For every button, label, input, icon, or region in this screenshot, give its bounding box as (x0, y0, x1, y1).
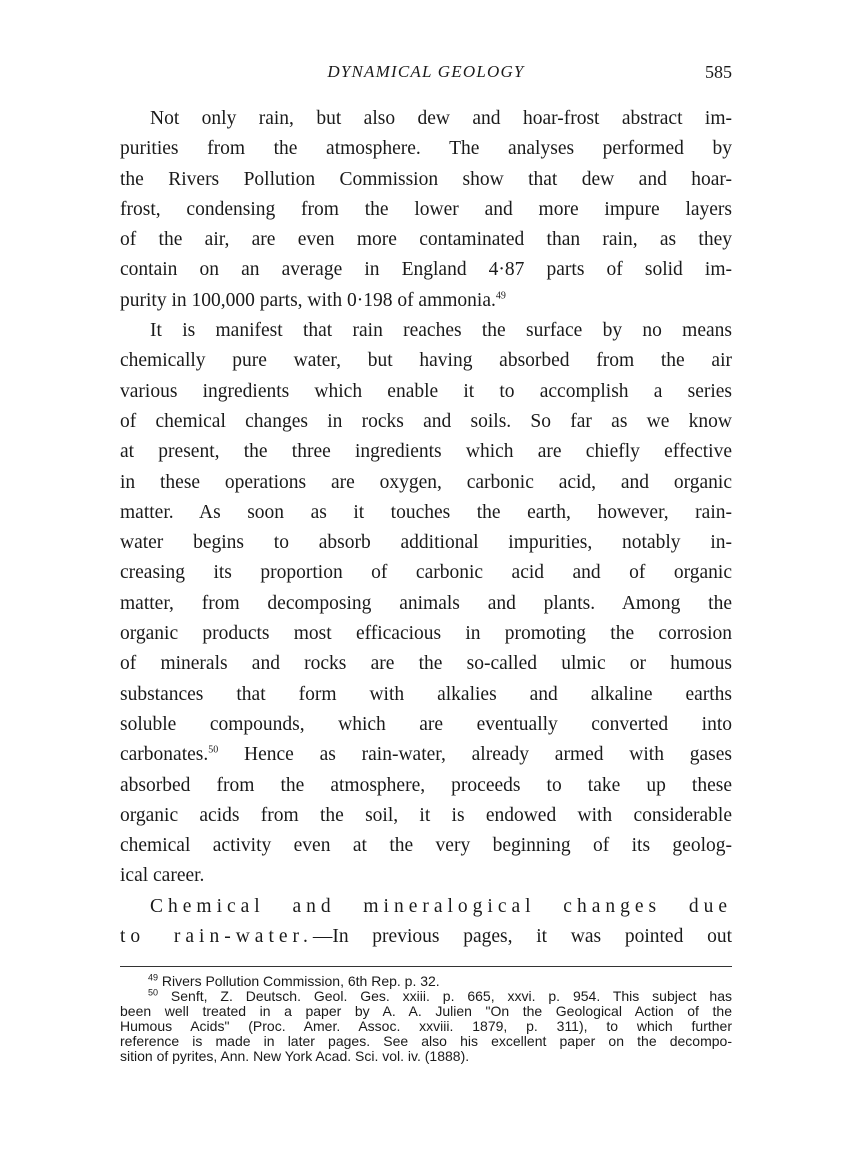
footnote-49-text: Rivers Pollution Commission, 6th Rep. p. 32. (161, 973, 440, 989)
paragraph-2-line: It is manifest that rain reaches the surface by no means (150, 320, 732, 342)
paragraph-1-line: frost, condensing from the lower and more impure layers (120, 198, 732, 220)
section-text: —In previous pages, it was pointed out (312, 926, 732, 948)
running-header (120, 62, 732, 86)
paragraph-1-line: contain on an average in England 4·87 parts of solid im- (120, 259, 732, 281)
paragraph-2-line: in these operations are oxygen, carbonic acid, and organic (120, 471, 732, 493)
footnote-50 (120, 989, 732, 1004)
paragraph-1-last-line (120, 286, 732, 316)
paragraph-2-line: water begins to absorb additional impurities, notably in- (120, 532, 732, 554)
footnote-mark-49: 49 (148, 972, 159, 983)
paragraph-2-line: various ingredients which enable it to accomplish a series (120, 380, 732, 402)
paragraph-2-line: absorbed from the atmosphere, proceeds to take up these (120, 774, 732, 796)
running-title: DYNAMICAL GEOLOGY (327, 62, 525, 81)
paragraph-2-line: organic products most efficacious in promoting the corrosion (120, 623, 732, 645)
paragraph-1-line-text: purity in 100,000 parts, with 0·198 of ammonia. (120, 289, 496, 311)
paragraph-2-last-line: ical career. (120, 865, 205, 887)
paragraph-2-line-text-b: Hence as rain-water, already armed with gases (218, 744, 732, 766)
footnote-50-line: sition of pyrites, Ann. New York Acad. Sci. vol. iv. (1888). (120, 1048, 470, 1064)
paragraph-2-line: matter. As soon as it touches the earth, however, rain- (120, 501, 732, 523)
paragraph-2-line: of chemical changes in rocks and soils. So far as we know (120, 410, 732, 432)
footnotes (120, 974, 732, 1064)
section-heading-line: Chemical and mineralogical changes due (150, 895, 732, 917)
footnote-50-line: been well treated in a paper by A. A. Julien "On the Geological Action of the (120, 1003, 732, 1019)
footnote-50-line: reference is made in later pages. See also his excellent paper on the decompo- (120, 1033, 732, 1049)
paragraph-2-line: at present, the three ingredients which are chiefly effective (120, 441, 732, 463)
paragraph-2-line: of minerals and rocks are the so-called ulmic or humous (120, 653, 732, 675)
paragraph-2-line-with-ref (120, 740, 732, 770)
footnote-50-text: Senft, Z. Deutsch. Geol. Ges. xxiii. p. 665, xxvi. p. 954. This subject has (170, 988, 733, 1004)
body-text (120, 104, 732, 952)
footnote-49 (120, 974, 732, 989)
footnote-rule (120, 966, 732, 967)
paragraph-1-line: of the air, are even more contaminated than rain, as they (120, 229, 732, 251)
footnote-50-line: Humous Acids" (Proc. Amer. Assoc. xxviii. 1879, p. 311), to which further (120, 1018, 732, 1034)
section-heading-text: to rain-water. (120, 926, 313, 948)
footnote-ref-50: 50 (208, 744, 219, 756)
paragraph-2-line: substances that form with alkalies and alkaline earths (120, 683, 732, 705)
section-heading-continuation (120, 922, 732, 952)
paragraph-1-line: the Rivers Pollution Commission show that dew and hoar- (120, 168, 732, 190)
paragraph-1-line: purities from the atmosphere. The analyses performed by (120, 138, 732, 160)
paragraph-2-line: matter, from decomposing animals and plants. Among the (120, 592, 732, 614)
footnote-mark-50: 50 (148, 987, 159, 998)
paragraph-2-line: chemically pure water, but having absorbed from the air (120, 350, 732, 372)
paragraph-2-line: creasing its proportion of carbonic acid and of organic (120, 562, 732, 584)
footnote-ref-49: 49 (495, 290, 506, 302)
page-number: 585 (705, 62, 732, 82)
paragraph-1-line: Not only rain, but also dew and hoar-frost abstract im- (150, 108, 732, 129)
paragraph-2-line: organic acids from the soil, it is endowed with considerable (120, 804, 732, 826)
paragraph-2-line: chemical activity even at the very beginning of its geolog- (120, 835, 732, 857)
paragraph-2-line-text-a: carbonates. (120, 744, 209, 766)
paragraph-2-line: soluble compounds, which are eventually converted into (120, 713, 732, 735)
